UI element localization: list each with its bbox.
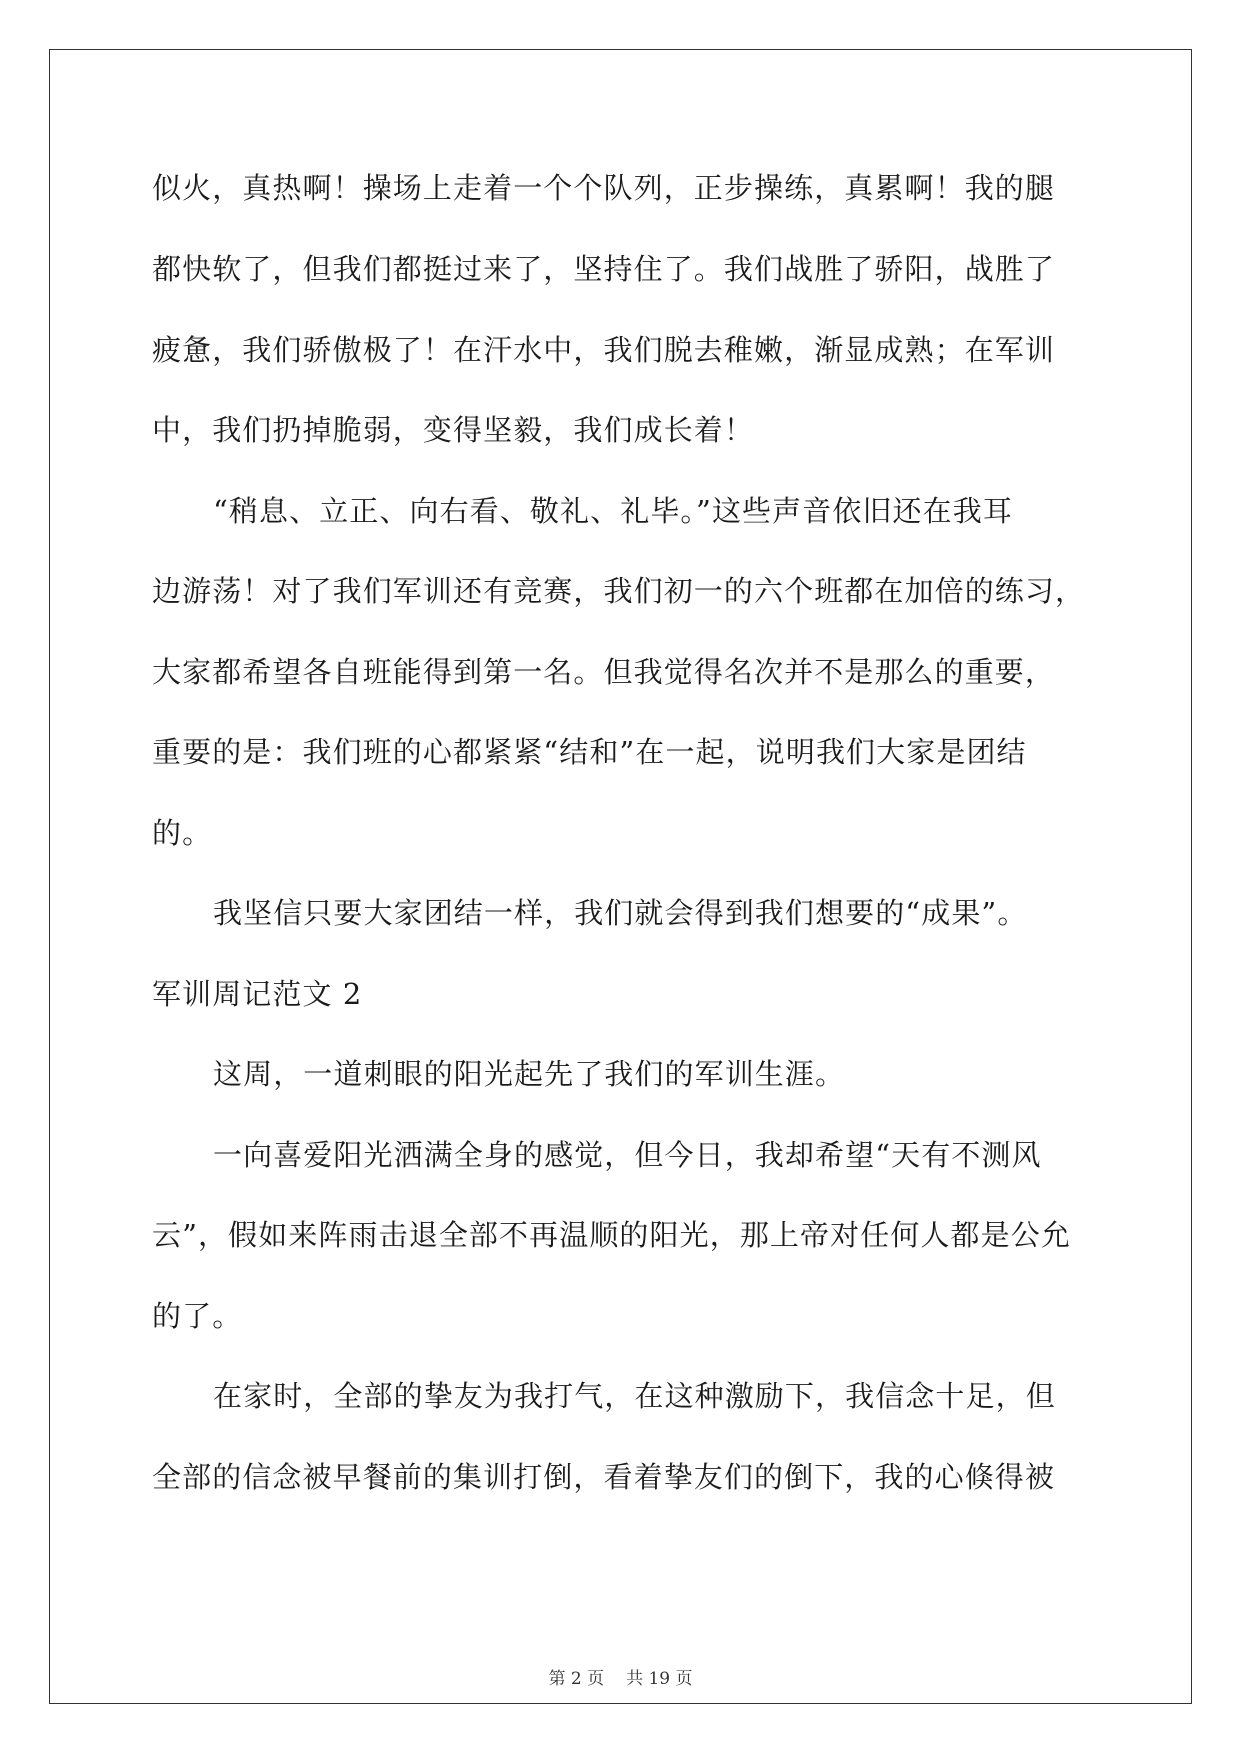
text-line: 在家时，全部的挚友为我打气，在这种激励下，我信念十足，但 (213, 1379, 1056, 1413)
text-line: 疲惫，我们骄傲极了！在汗水中，我们脱去稚嫩，渐显成熟；在军训 (152, 333, 1056, 367)
page-border (49, 49, 1192, 1704)
page-total: 共 19 页 (626, 1669, 693, 1689)
text-line: 大家都希望各自班能得到第一名。但我觉得名次并不是那么的重要， (152, 655, 1056, 689)
text-line: 云”，假如来阵雨击退全部不再温顺的阳光，那上帝对任何人都是公允 (152, 1218, 1071, 1252)
text-line: 中，我们扔掉脆弱，变得坚毅，我们成长着！ (152, 413, 755, 447)
text-line: 全部的信念被早餐前的集训打倒，看着挚友们的倒下，我的心倏得被 (152, 1460, 1056, 1494)
text-line: 似火，真热啊！操场上走着一个个队列，正步操练，真累啊！我的腿 (152, 171, 1056, 205)
text-line: “稍息、立正、向右看、敬礼、礼毕。”这些声音依旧还在我耳 (213, 494, 1013, 528)
page-number: 第 2 页 (548, 1669, 605, 1689)
text-line: 这周，一道刺眼的阳光起先了我们的军训生涯。 (213, 1057, 846, 1091)
text-line: 的。 (152, 816, 213, 850)
text-line: 我坚信只要大家团结一样，我们就会得到我们想要的“成果”。 (213, 896, 1028, 930)
section-heading: 军训周记范文 2 (152, 977, 363, 1011)
text-line: 一向喜爱阳光洒满全身的感觉，但今日，我却希望“天有不测风 (213, 1138, 1042, 1172)
text-line: 重要的是：我们班的心都紧紧“结和”在一起，说明我们大家是团结 (152, 735, 1027, 769)
page-footer (0, 1668, 1241, 1690)
text-line: 都快软了，但我们都挺过来了，坚持住了。我们战胜了骄阳，战胜了 (152, 252, 1056, 286)
text-line: 边游荡！对了我们军训还有竞赛，我们初一的六个班都在加倍的练习， (152, 574, 1086, 608)
text-line: 的了。 (152, 1299, 243, 1333)
